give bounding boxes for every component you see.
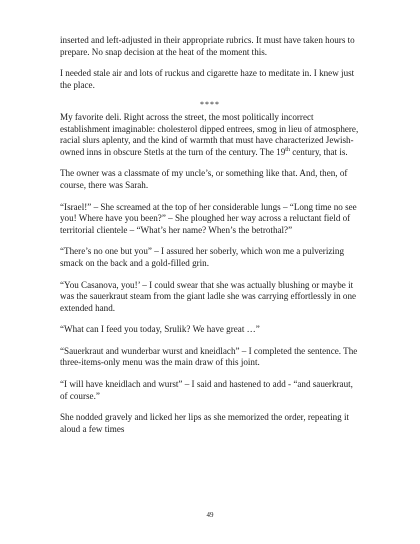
paragraph-casanova: “You Casanova, you!’ – I could swear that she was actually blushing or maybe it was the sauerkraut steam from the giant ladle she was carrying effortlessly in one extended hand. (60, 279, 357, 313)
paragraph-what-can-i-feed: “What can I feed you today, Srulik? We have great …” (60, 324, 260, 335)
paragraph-deli (60, 112, 360, 158)
paragraph-sauerkraut: “Sauerkraut and wunderbar wurst and kneidlach” – I completed the sentence. The three-items-only menu was the main draw of this joint. (60, 345, 358, 368)
paragraph-stale-air: I needed stale air and lots of ruckus and cigarette haze to meditate in. I knew just the place. (60, 68, 355, 90)
paragraph-nodded: She nodded gravely and licked her lips as she memorized the order, repeating it aloud a few times (60, 412, 350, 434)
paragraph-israel: “Israel!” – She screamed at the top of her considerable lungs – “Long time no see you! Where have you been?” – She ploughed her way across a reluctant field of territorial clientele – “What’s her name? When’s the betrothal?” (60, 201, 357, 235)
deli-text-after: century, that is. (289, 146, 348, 157)
deli-text-before: My favorite deli. Right across the street, the most politically incorrect establishment imaginable: cholesterol dipped entrees, smog in lieu of atmosphere, racial slurs aplenty, and the kind of warmth that must have characterized Jewish-owned inns in obscure Stetls at the turn of the century. The 19 (60, 111, 359, 157)
section-separator: **** (200, 100, 220, 110)
paragraph-owner: The owner was a classmate of my uncle’s, or something like that. And, then, of course, there was Sarah. (60, 168, 348, 190)
paragraph-rubrics: inserted and left-adjusted in their appropriate rubrics. It must have taken hours to prepare. No snap decision at the heat of the moment this. (60, 35, 355, 57)
paragraph-kneidlach: “I will have kneidlach and wurst” – I said and hastened to add - “and sauerkraut, of course.” (60, 379, 353, 401)
document-page (60, 35, 360, 445)
ordinal-superscript: th (285, 146, 290, 153)
paragraph-no-one-but-you: “There’s no one but you” – I assured her soberly, which won me a pulverizing smack on the back and a gold-filled grin. (60, 246, 345, 268)
page-number: 49 (206, 511, 214, 519)
